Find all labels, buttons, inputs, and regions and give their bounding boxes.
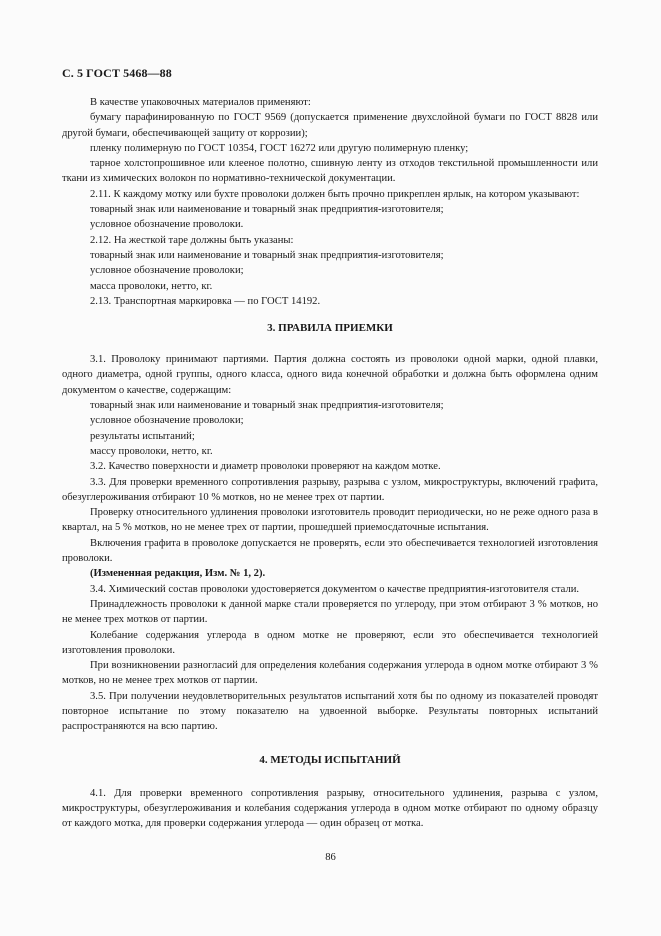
paragraph: пленку полимерную по ГОСТ 10354, ГОСТ 16272 или другую полимерную пленку; <box>90 142 469 154</box>
page-header: С. 5 ГОСТ 5468—88 <box>62 66 172 80</box>
page-number: 86 <box>325 852 336 863</box>
paragraph: тарное холстопрошивное или клееное полотно, сшивную ленту из отходов текстильной промышленности или ткани из химических волокон по нормативно-технической документации. <box>62 158 598 185</box>
paragraph: бумагу парафинированную по ГОСТ 9569 (допускается применение двухслойной бумаги по ГОСТ 8828 или другой бумаги, обеспечивающей защиту от коррозии); <box>62 112 598 139</box>
document-body <box>62 95 598 831</box>
paragraph: результаты испытаний; <box>90 430 195 442</box>
paragraph: При возникновении разногласий для определения колебания содержания углерода в одном мотке отбирают 3 % мотков, но не менее трех мотков от партии. <box>62 660 598 687</box>
paragraph: товарный знак или наименование и товарный знак предприятия-изготовителя; <box>90 249 444 261</box>
paragraph: товарный знак или наименование и товарный знак предприятия-изготовителя; <box>90 204 444 216</box>
paragraph: условное обозначение проволоки; <box>90 415 244 427</box>
paragraph: 2.12. На жесткой таре должны быть указаны: <box>90 234 294 246</box>
section-title-test-methods: 4. МЕТОДЫ ИСПЫТАНИЙ <box>259 753 401 766</box>
section-title-acceptance: 3. ПРАВИЛА ПРИЕМКИ <box>267 322 393 335</box>
paragraph: Проверку относительного удлинения проволоки изготовитель проводит периодически, но не реже одного раза в квартал, на 5 % мотков, но не менее трех от партии, прошедшей приемосдаточные испытания. <box>62 507 598 534</box>
paragraph: В качестве упаковочных материалов применяют: <box>90 97 311 108</box>
paragraph: Колебание содержания углерода в одном мотке не проверяют, если это обеспечивается технологией изготовления проволоки. <box>62 629 598 656</box>
amendment-note: (Измененная редакция, Изм. № 1, 2). <box>90 568 266 580</box>
paragraph: 2.11. К каждому мотку или бухте проволоки должен быть прочно прикреплен ярлык, на котором указывают: <box>90 188 580 200</box>
paragraph: условное обозначение проволоки; <box>90 265 244 277</box>
paragraph: 3.3. Для проверки временного сопротивления разрыву, разрыва с узлом, микроструктуры, включений графита, обезуглероживания отбирают 10 % мотков, но не менее трех от партии. <box>62 476 598 503</box>
paragraph: Принадлежность проволоки к данной марке стали проверяется по углероду, при этом отбирают 3 % мотков, но не менее трех мотков от партии. <box>62 598 598 626</box>
paragraph: условное обозначение проволоки. <box>90 219 244 231</box>
paragraph: 3.2. Качество поверхности и диаметр проволоки проверяют на каждом мотке. <box>90 461 441 473</box>
paragraph: Включения графита в проволоке допускается не проверять, если это обеспечивается технологией изготовления проволоки. <box>62 537 598 565</box>
paragraph: товарный знак или наименование и товарный знак предприятия-изготовителя; <box>90 400 444 412</box>
paragraph: 4.1. Для проверки временного сопротивления разрыву, относительного удлинения, разрыва с узлом, микроструктуры, обезуглероживания и колебания содержания углерода в одном мотке отбирают по одному образцу от каждого мотка, для проверки содержания углерода — один образец от мотка. <box>62 787 598 830</box>
paragraph: 3.4. Химический состав проволоки удостоверяется документом о качестве предприятия-изготовителя стали. <box>90 583 580 595</box>
paragraph: 2.13. Транспортная маркировка — по ГОСТ 14192. <box>90 295 321 307</box>
paragraph: масса проволоки, нетто, кг. <box>90 280 213 292</box>
paragraph: 3.5. При получении неудовлетворительных результатов испытаний хотя бы по одному из показателей проводят повторное испытание по этому показателю на удвоенной выборке. Результаты повторных испытаний распространяются на всю партию. <box>62 690 598 733</box>
paragraph: 3.1. Проволоку принимают партиями. Партия должна состоять из проволоки одной марки, одной плавки, одного диаметра, одной группы, одного класса, одного вида конечной обработки и должна быть оформлена одним документом о качестве, содержащим: <box>62 354 598 396</box>
paragraph: массу проволоки, нетто, кг. <box>90 445 213 457</box>
